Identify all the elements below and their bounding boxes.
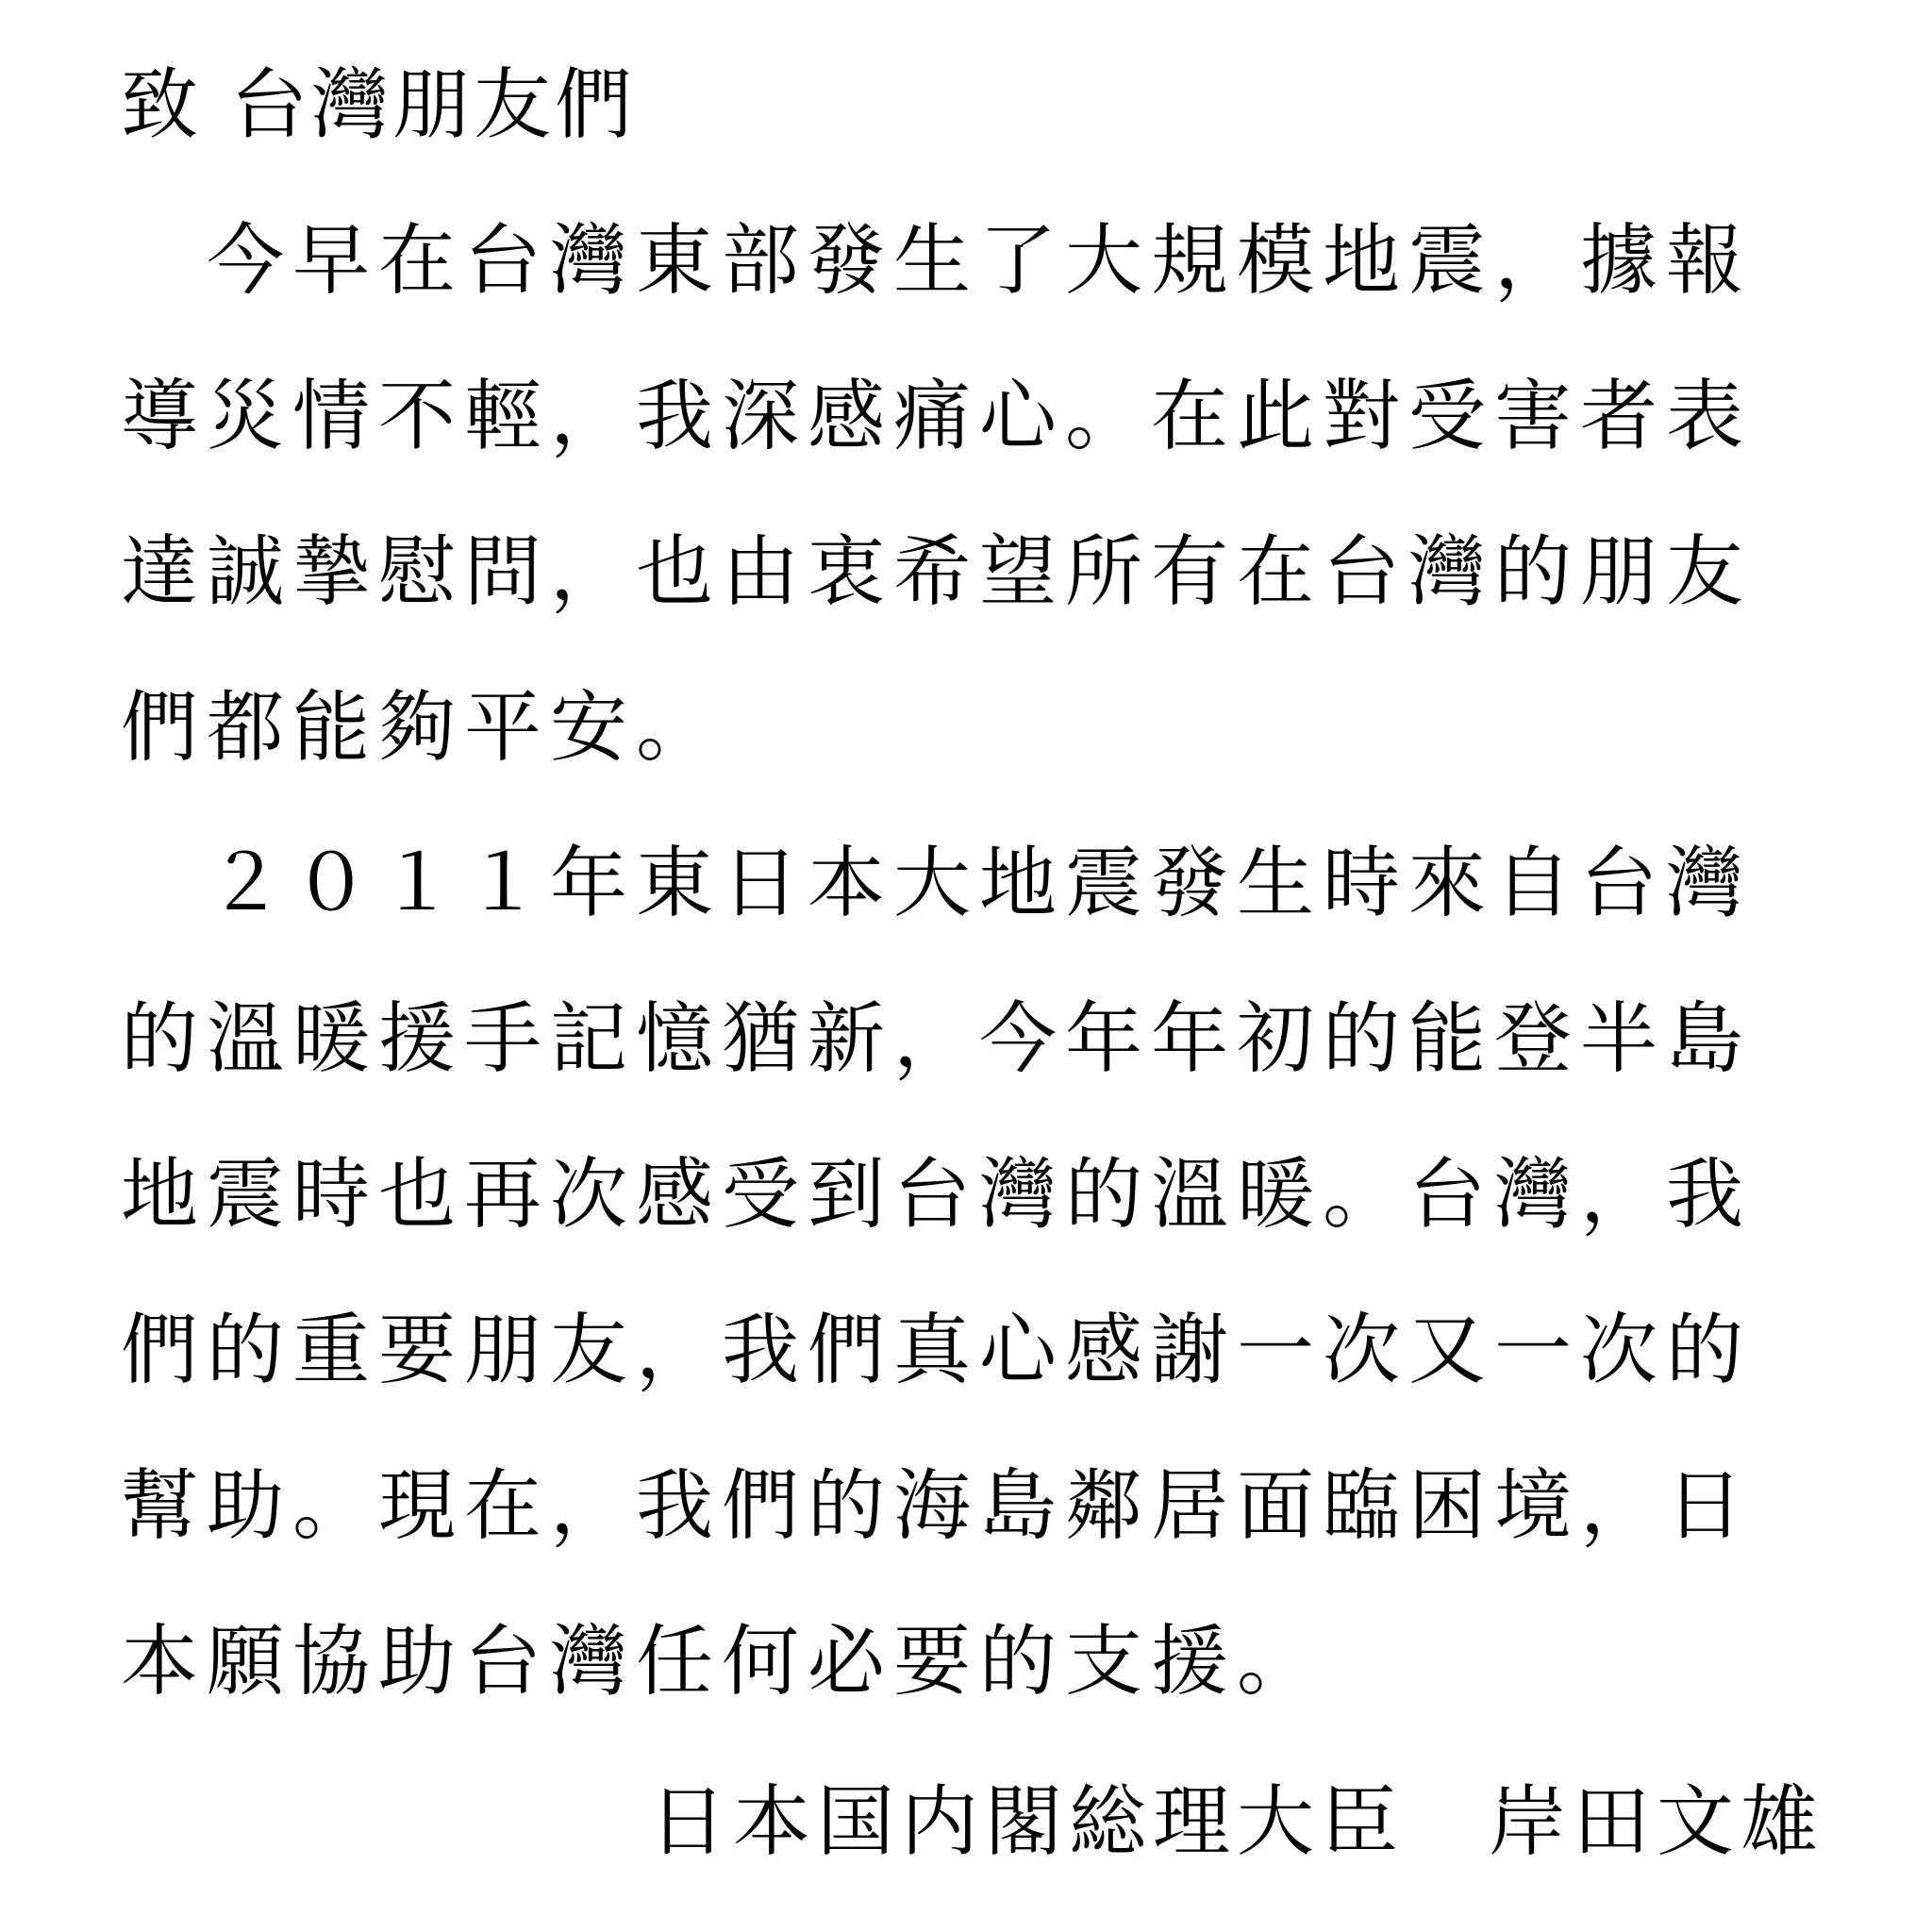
letter-line: 導災情不輕，我深感痛心。在此對受害者表 [121, 372, 1753, 461]
letter-line: 們的重要朋友，我們真心感謝一次又一次的 [121, 1306, 1753, 1395]
letter-line: 幫助。現在，我們的海島鄰居面臨困境，日 [121, 1461, 1753, 1551]
letter-line: ２０１１年東日本大地震發生時來自台灣 [121, 839, 1753, 928]
letter-line: 們都能夠平安。 [121, 683, 723, 773]
letter-line: 地震時也再次感受到台灣的溫暖。台灣，我 [121, 1150, 1753, 1240]
letter-greeting: 致 台灣朋友們 [121, 60, 637, 150]
letter-line: 達誠摯慰問，也由衷希望所有在台灣的朋友 [121, 527, 1753, 617]
letter-line: 本願協助台灣任何必要的支援。 [121, 1617, 1324, 1707]
letter-line: 的溫暖援手記憶猶新，今年年初的能登半島 [121, 994, 1753, 1084]
letter-line: 今早在台灣東部發生了大規模地震，據報 [121, 216, 1753, 306]
letter-signature: 日本国内閣総理大臣 岸田文雄 [649, 1777, 1825, 1867]
